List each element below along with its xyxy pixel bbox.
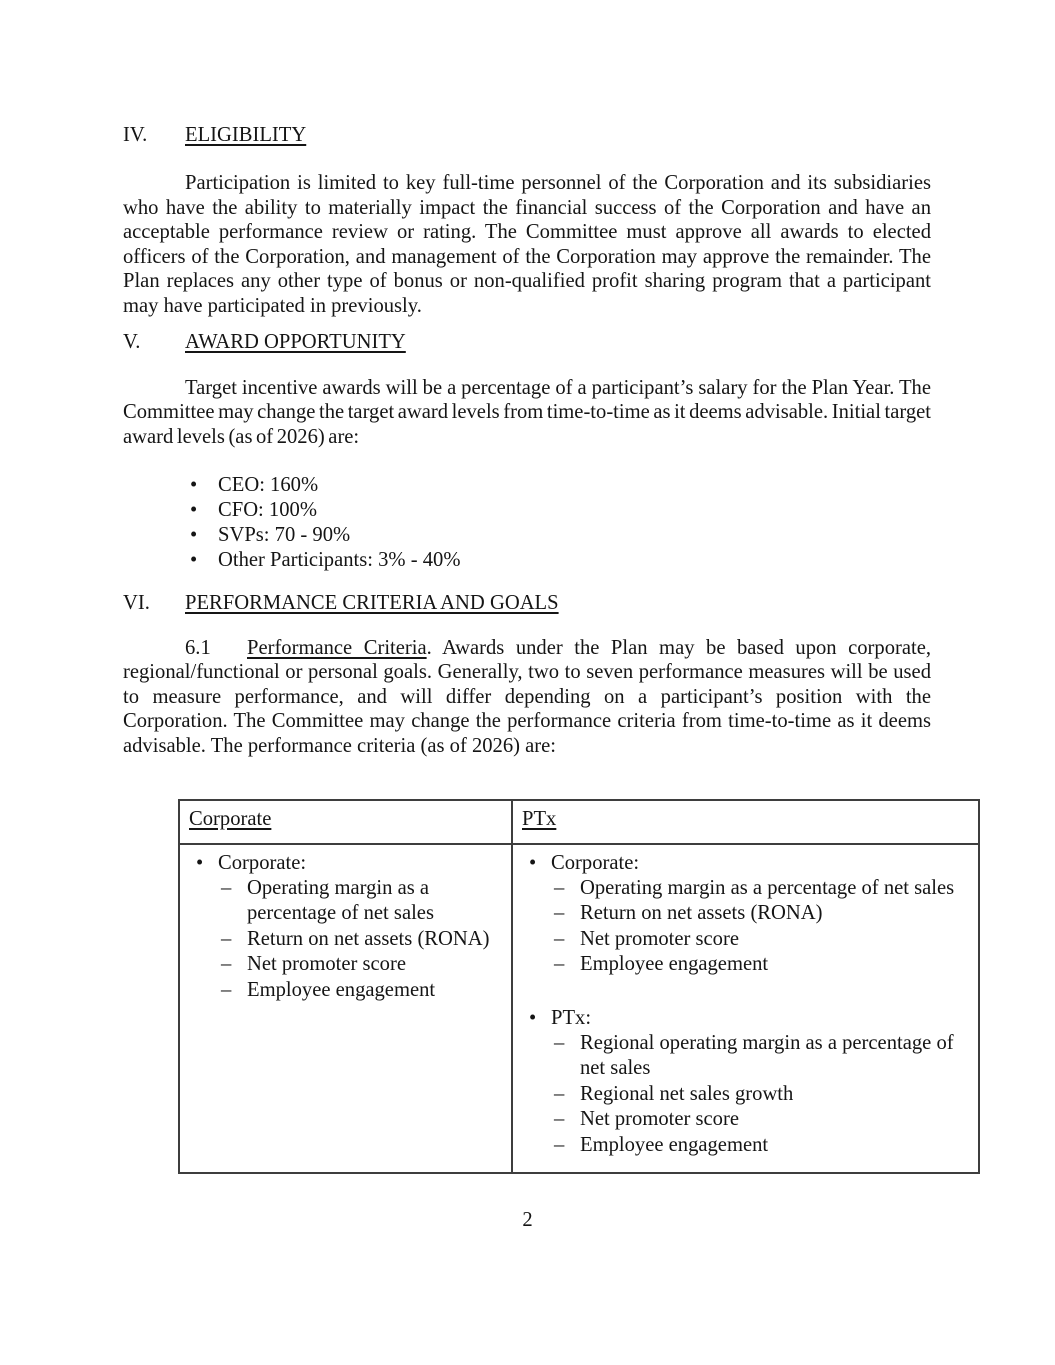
section-heading-award-opportunity [123,330,931,355]
criteria-item-text: Return on net assets (RONA) [580,902,823,925]
eligibility-paragraph: Participation is limited to key full-time personnel of the Corporation and its subsidiaries who have the ability to materially impact the financial success of the Corporation and have an acceptable performance review or rating. The Committee must approve all awards to elected officers of the Corporation, and management of the Corporation may approve the remainder. The Plan replaces any other type of bonus or non-qualified profit sharing program that a participant may have participated in previously. [123,172,931,317]
section-title: AWARD OPPORTUNITY [185,331,406,353]
table-header-corporate: Corporate [179,800,512,844]
target-award-levels-list [123,473,931,573]
criteria-item [513,1031,970,1082]
section-number: VI. [123,592,150,614]
dash-glyph: – [554,1108,565,1131]
section-title: ELIGIBILITY [185,124,307,146]
criteria-group-label-row [513,851,970,876]
bullet-glyph: • [190,499,198,521]
criteria-group-label: PTx: [551,1006,592,1029]
performance-criteria-paragraph [123,636,931,759]
award-level-item [123,523,931,548]
section-title: PERFORMANCE CRITERIA AND GOALS [185,592,559,614]
document-content [123,123,955,1174]
table-cell-ptx [512,844,979,1173]
criteria-item [513,927,970,952]
dash-glyph: – [554,1082,565,1105]
award-level-text: CFO: 100% [218,499,317,521]
criteria-item-text: Net promoter score [247,953,406,976]
criteria-group-label-row [180,851,503,876]
table-header-row [179,800,979,844]
section-heading-performance-criteria [123,591,931,616]
criteria-item-text: Employee engagement [247,978,436,1001]
dash-glyph: – [554,902,565,925]
criteria-item-text: Operating margin as a percentage of net sales [247,876,434,925]
criteria-item [180,952,503,977]
bullet-glyph: • [190,474,198,496]
criteria-group-label: Corporate: [551,851,640,874]
dash-glyph: – [221,927,232,950]
award-opportunity-paragraph: Target incentive awards will be a percentage of a participant’s salary for the Plan Year. The Committee may change the target award levels from time-to-time as it deems advisable. Initial target award levels (as of 2026) are: [123,376,931,448]
subsection-body: . Awards under the Plan may be based upon corporate, regional/functional or personal goals. Generally, two to seven performance measures will be used to measure performance, and will differ depending on a participant’s position with the Corporation. The Committee may change the performance criteria from time-to-time as it deems advisable. The performance criteria (as of 2026) are: [123,636,931,757]
award-level-text: CEO: 160% [218,474,319,496]
criteria-item [513,876,970,901]
criteria-item-text: Return on net assets (RONA) [247,927,490,950]
table-body-row [179,844,979,1173]
criteria-item [513,1133,970,1158]
subsection-number: 6.1 [185,636,211,659]
award-level-item [123,498,931,523]
dash-glyph: – [554,953,565,976]
criteria-group [513,1006,970,1158]
table-cell-corporate [179,844,512,1173]
dash-glyph: – [554,1133,565,1156]
dash-glyph: – [221,953,232,976]
criteria-item [513,901,970,926]
bullet-glyph: • [190,524,198,546]
dash-glyph: – [221,978,232,1001]
page-number: 2 [522,1209,533,1231]
section-number: V. [123,331,141,353]
criteria-group-label: Corporate: [218,851,307,874]
subsection-title: Performance Criteria [247,636,427,659]
award-level-item [123,548,931,573]
section-number: IV. [123,124,148,146]
bullet-glyph: • [196,851,204,874]
criteria-item-text: Regional net sales growth [580,1082,794,1105]
dash-glyph: – [554,1031,565,1054]
bullet-glyph: • [190,549,198,571]
table-header-ptx: PTx [512,800,979,844]
criteria-item-text: Employee engagement [580,953,769,976]
bullet-glyph: • [529,851,537,874]
criteria-item-text: Employee engagement [580,1133,769,1156]
performance-criteria-table [178,799,980,1174]
section-heading-eligibility [123,123,931,148]
dash-glyph: – [554,927,565,950]
award-level-text: Other Participants: 3% - 40% [218,549,461,571]
award-level-item [123,473,931,498]
criteria-item [513,952,970,977]
criteria-item-text: Net promoter score [580,1108,739,1131]
criteria-item [513,1082,970,1107]
criteria-item [180,927,503,952]
dash-glyph: – [221,876,232,899]
criteria-item [180,876,503,927]
criteria-item-text: Net promoter score [580,927,739,950]
award-level-text: SVPs: 70 - 90% [218,524,351,546]
dash-glyph: – [554,876,565,899]
criteria-group [180,851,503,1003]
criteria-item-text: Operating margin as a percentage of net sales [580,876,955,899]
criteria-group [513,851,970,978]
bullet-glyph: • [529,1006,537,1029]
criteria-group-label-row [513,1006,970,1031]
criteria-item [180,978,503,1003]
criteria-item [513,1107,970,1132]
criteria-item-text: Regional operating margin as a percentage of net sales [580,1031,954,1080]
